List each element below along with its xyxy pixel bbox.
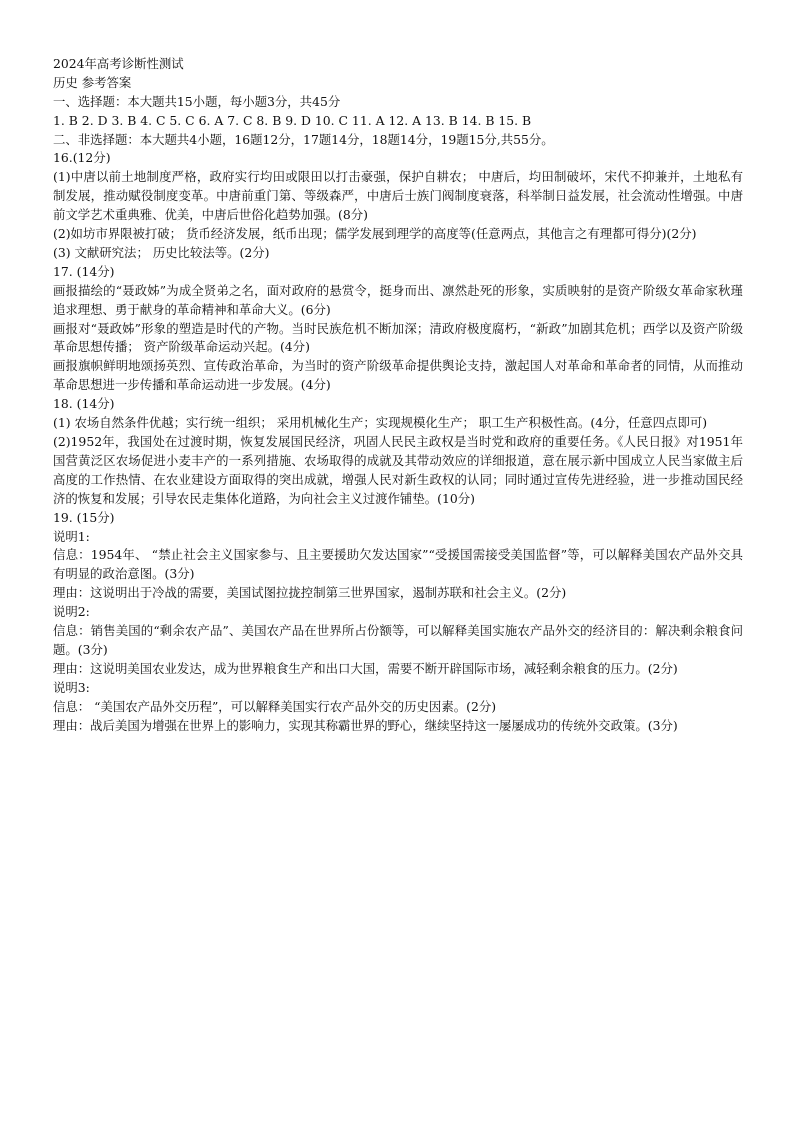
q16-part1: (1)中唐以前土地制度严格，政府实行均田或限田以打击豪强，保护自耕农； 中唐后，均田制破坏，宋代不抑兼并，土地私有制发展，推动赋役制度变革。中唐前重门第、等级森严，中唐后士族门阀制度衰落，科举制日益发展，社会流动性增强。中唐前文学艺术重典雅、优美，中唐后世俗化趋势加强。(8分) [53,169,743,223]
q19-explanation1-info: 信息：1954年、 “禁止社会主义国家参与、且主要援助欠发达国家”“受援国需接受美国监督”等，可以解释美国农产品外交具有明显的政治意图。(3分) [53,547,743,582]
answer-document [53,55,743,735]
q19-explanation1-label: 说明1: [53,528,90,544]
section1-answers: 1. B 2. D 3. B 4. C 5. C 6. A 7. C 8. B 9. D 10. C 11. A 12. A 13. B 14. B 15. B [53,112,532,128]
q18-part2: (2)1952年，我国处在过渡时期，恢复发展国民经济，巩固人民民主政权是当时党和政府的重要任务。《人民日报》对1951年国营黄泛区农场促进小麦丰产的一系列措施、农场取得的成就及其带动效应的详细报道，意在展示新中国成立人民当家做主后高度的工作热情、在农业建设方面取得的突出成就，增强人民对新生政权的认同；同时通过宣传先进经验，进一步推动国民经济的恢复和发展；引导农民走集体化道路，为向社会主义过渡作铺垫。(10分) [53,434,743,506]
q17-heading: 17. (14分) [53,263,115,279]
q18-heading: 18. (14分) [53,396,115,412]
q19-explanation1-reason: 理由：这说明出于冷战的需要，美国试图拉拢控制第三世界国家，遏制苏联和社会主义。(2分) [53,585,567,601]
q16-part3: (3) 文献研究法； 历史比较法等。(2分) [53,244,270,260]
q17-part2: 画报对“聂政姊”形象的塑造是时代的产物。当时民族危机不断加深；清政府极度腐朽，“新政”加剧其危机；西学以及资产阶级革命思想传播； 资产阶级革命运动兴起。(4分) [53,320,743,355]
q19-explanation2-info: 信息：销售美国的“剩余农产品”、美国农产品在世界所占份额等，可以解释美国实施农产品外交的经济目的：解决剩余粮食问题。(3分) [53,623,743,657]
q19-explanation3-reason: 理由：战后美国为增强在世界上的影响力，实现其称霸世界的野心，继续坚持这一屡屡成功的传统外交政策。(3分) [53,717,678,733]
section1-heading: 一、选择题：本大题共15小题，每小题3分，共45分 [53,93,341,109]
q16-part2: (2)如坊市界限被打破； 货币经济发展，纸币出现；儒学发展到理学的高度等(任意两点，其他言之有理都可得分)(2分) [53,226,697,242]
section2-heading: 二、非选择题：本大题共4小题，16题12分，17题14分，18题14分，19题15分,共55分。 [53,131,554,147]
q16-heading: 16.(12分) [53,150,111,166]
q17-part3: 画报旗帜鲜明地颂扬英烈、宣传政治革命，为当时的资产阶级革命提供舆论支持，激起国人对革命和革命者的同情，从而推动革命思想进一步传播和革命运动进一步发展。(4分) [53,358,743,393]
q19-explanation2-reason: 理由：这说明美国农业发达，成为世界粮食生产和出口大国，需要不断开辟国际市场，减轻剩余粮食的压力。(2分) [53,660,678,676]
q18-part1: (1) 农场自然条件优越；实行统一组织； 采用机械化生产；实现规模化生产； 职工生产积极性高。(4分，任意四点即可) [53,415,708,431]
q17-part1: 画报描绘的“聂政姊”为成全贤弟之名，面对政府的悬赏令，挺身而出、凛然赴死的形象，实质映射的是资产阶级女革命家秋瑾追求理想、勇于献身的革命精神和革命大义。(6分) [53,282,743,317]
q19-heading: 19. (15分) [53,509,115,525]
q19-explanation3-label: 说明3: [53,679,90,695]
document-title: 2024年高考诊断性测试 [53,56,184,71]
q19-explanation2-label: 说明2: [53,604,90,620]
q19-explanation3-info: 信息： “美国农产品外交历程”，可以解释美国实行农产品外交的历史因素。(2分) [53,698,497,714]
document-subtitle: 历史 参考答案 [53,74,132,90]
